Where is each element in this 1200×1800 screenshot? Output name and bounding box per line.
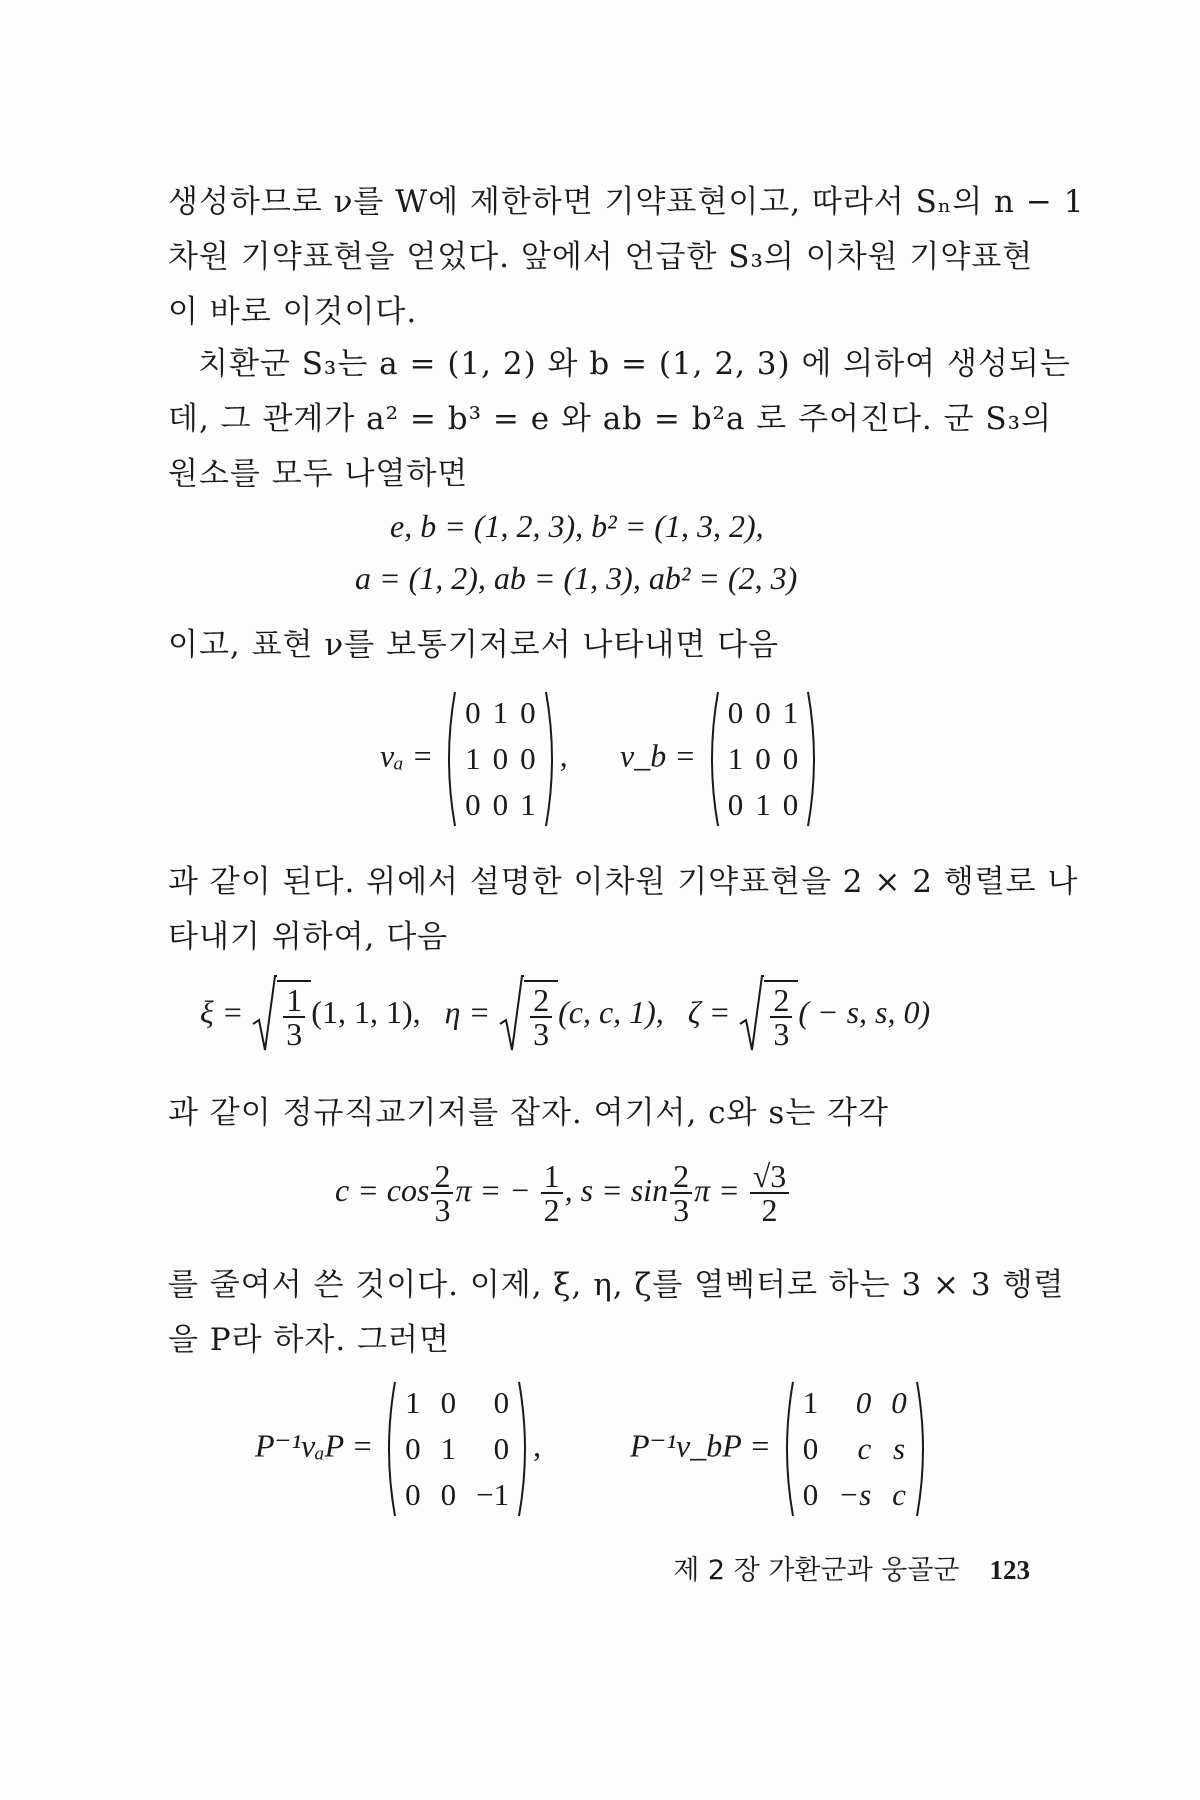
c-lhs: c = cos: [335, 1172, 430, 1209]
matrix-label: ν_b =: [620, 737, 696, 774]
eta-lhs: η =: [444, 994, 491, 1031]
matrix-cell: c: [892, 1477, 906, 1512]
matrix-cell: 0: [802, 1431, 819, 1466]
matrix-cell: 0: [493, 1385, 510, 1420]
matrix-cell: 0: [405, 1431, 421, 1466]
matrix-cell: 0: [440, 1477, 457, 1512]
sqrt-zeta: [738, 980, 798, 1052]
zeta-vector: ( − s, s, 0): [798, 994, 931, 1031]
text-line: 치환군 S₃는 a = (1, 2) 와 b = (1, 2, 3) 에 의하여 생성되는: [198, 346, 1071, 382]
matrix-cell: 0: [891, 1385, 907, 1420]
paragraph-4: [168, 855, 1079, 965]
matrix-cell: 1: [782, 695, 799, 730]
matrix-cell: 0: [782, 787, 799, 822]
text-line: 이고, 표현 ν를 보통기저로서 나타내면 다음: [168, 627, 780, 663]
text-line: 데, 그 관계가 a² = b³ = e 와 ab = b²a 로 주어진다. 군 S₃의: [168, 401, 1053, 437]
text-line: 원소를 모두 나열하면: [168, 456, 469, 492]
matrix-cell: 0: [755, 695, 771, 730]
matrix-cell: 0: [727, 695, 744, 730]
matrix-cell: −1: [476, 1477, 510, 1512]
c-mid: π = −: [455, 1172, 531, 1209]
matrix-cell: 0: [520, 695, 536, 730]
matrix-cell: 0: [465, 787, 481, 822]
frac-num: 1: [541, 1160, 563, 1194]
matrix-nu-b: [620, 690, 822, 828]
s-lhs: , s = sin: [564, 1172, 669, 1209]
matrix-label: P⁻¹νₐP =: [255, 1427, 374, 1464]
matrix-body: [441, 690, 560, 828]
paragraph-2: [168, 337, 1071, 502]
matrix-cell: 1: [465, 741, 481, 776]
matrix-label: νₐ =: [380, 737, 434, 774]
matrix-cell: 0: [520, 741, 536, 776]
text-line: 차원 기약표현을 얻었다. 앞에서 언급한 S₃의 이차원 기약표현: [168, 239, 1034, 275]
paragraph-5: [168, 1086, 1048, 1141]
paragraph-1: [168, 175, 1085, 340]
matrix-cell: 0: [465, 695, 481, 730]
frac-den: 3: [533, 1016, 550, 1052]
text-line: 과 같이 된다. 위에서 설명한 이차원 기약표현을 2 × 2 행렬로 나: [168, 864, 1079, 900]
matrix-cell: 0: [405, 1477, 421, 1512]
frac-num: 2: [530, 984, 552, 1018]
matrix-cell: 0: [440, 1385, 457, 1420]
frac-num: 2: [770, 984, 792, 1018]
element-list-line-2: a = (1, 2), ab = (1, 3), ab² = (2, 3): [355, 560, 798, 596]
matrix-cell: 0: [492, 741, 509, 776]
matrix-body: [779, 1380, 931, 1518]
matrix-cell: 1: [520, 787, 536, 822]
frac-den: 2: [543, 1192, 560, 1228]
frac-num: 1: [283, 984, 305, 1018]
matrix-cell: 0: [755, 741, 771, 776]
matrix-cell: 0: [727, 787, 744, 822]
matrix-cell: 1: [405, 1385, 421, 1420]
matrix-cell: 1: [492, 695, 509, 730]
matrix-label: P⁻¹ν_bP =: [630, 1427, 771, 1464]
text-line: 생성하므로 ν를 W에 제한하면 기약표현이고, 따라서 Sₙ의 n − 1: [168, 184, 1085, 220]
text-line: 과 같이 정규직교기저를 잡자. 여기서, c와 s는 각각: [168, 1095, 889, 1131]
chapter-title: 제 2 장 가환군과 웅골군: [673, 1555, 960, 1586]
matrix-cell: −s: [838, 1477, 872, 1512]
matrix-cell: 0: [492, 787, 509, 822]
matrix-cell: 1: [440, 1431, 457, 1466]
page-footer: [673, 1548, 1030, 1587]
zeta-lhs: ζ =: [687, 994, 731, 1031]
matrix-cell: s: [892, 1431, 906, 1466]
paragraph-3: [168, 618, 1048, 673]
matrix-cell: c: [857, 1431, 872, 1466]
s-mid: π =: [694, 1172, 740, 1209]
sqrt-xi: [251, 980, 311, 1052]
matrix-cell: 1: [755, 787, 771, 822]
text-line: 타내기 위하여, 다음: [168, 919, 449, 955]
frac-den: 3: [673, 1192, 690, 1228]
frac-den: 3: [773, 1016, 790, 1052]
cs-equation: [335, 1160, 791, 1228]
frac-den: 3: [434, 1192, 451, 1228]
matrix-cell: 1: [802, 1385, 819, 1420]
matrix-cell: 1: [727, 741, 744, 776]
text-line: 를 줄여서 쓴 것이다. 이제, ξ, η, ζ를 열벡터로 하는 3 × 3 행렬: [168, 1267, 1065, 1303]
xi-lhs: ξ =: [200, 994, 244, 1031]
sqrt-eta: [498, 980, 558, 1052]
matrix-nu-a: νₐ = 0 1 0 1 0 0 0 0 1 ,: [380, 690, 568, 828]
frac-den: 2: [761, 1192, 778, 1228]
text-line: 이 바로 이것이다.: [168, 294, 418, 330]
frac-num: 2: [431, 1160, 453, 1194]
matrix-cell: 0: [855, 1385, 872, 1420]
xi-vector: (1, 1, 1),: [311, 994, 421, 1031]
element-list-line-1: e, b = (1, 2, 3), b² = (1, 3, 2),: [390, 508, 764, 544]
matrix-cell: 0: [802, 1477, 819, 1512]
matrix-cell: 0: [782, 741, 799, 776]
text-line: 을 P라 하자. 그러면: [168, 1322, 450, 1358]
matrix-pb: [630, 1380, 931, 1518]
page-number: 123: [989, 1555, 1030, 1585]
matrix-body: [704, 690, 823, 828]
matrix-cell: 0: [493, 1431, 510, 1466]
paragraph-6: [168, 1258, 1065, 1368]
frac-num: 2: [670, 1160, 692, 1194]
matrix-pa: P⁻¹νₐP = 1 0 0 0 1 0 0 0 −1 ,: [255, 1380, 541, 1518]
frac-den: 3: [286, 1016, 303, 1052]
frac-num: √3: [750, 1160, 790, 1194]
eta-vector: (c, c, 1),: [558, 994, 664, 1031]
basis-equation: [200, 980, 930, 1052]
matrix-body: [381, 1380, 533, 1518]
